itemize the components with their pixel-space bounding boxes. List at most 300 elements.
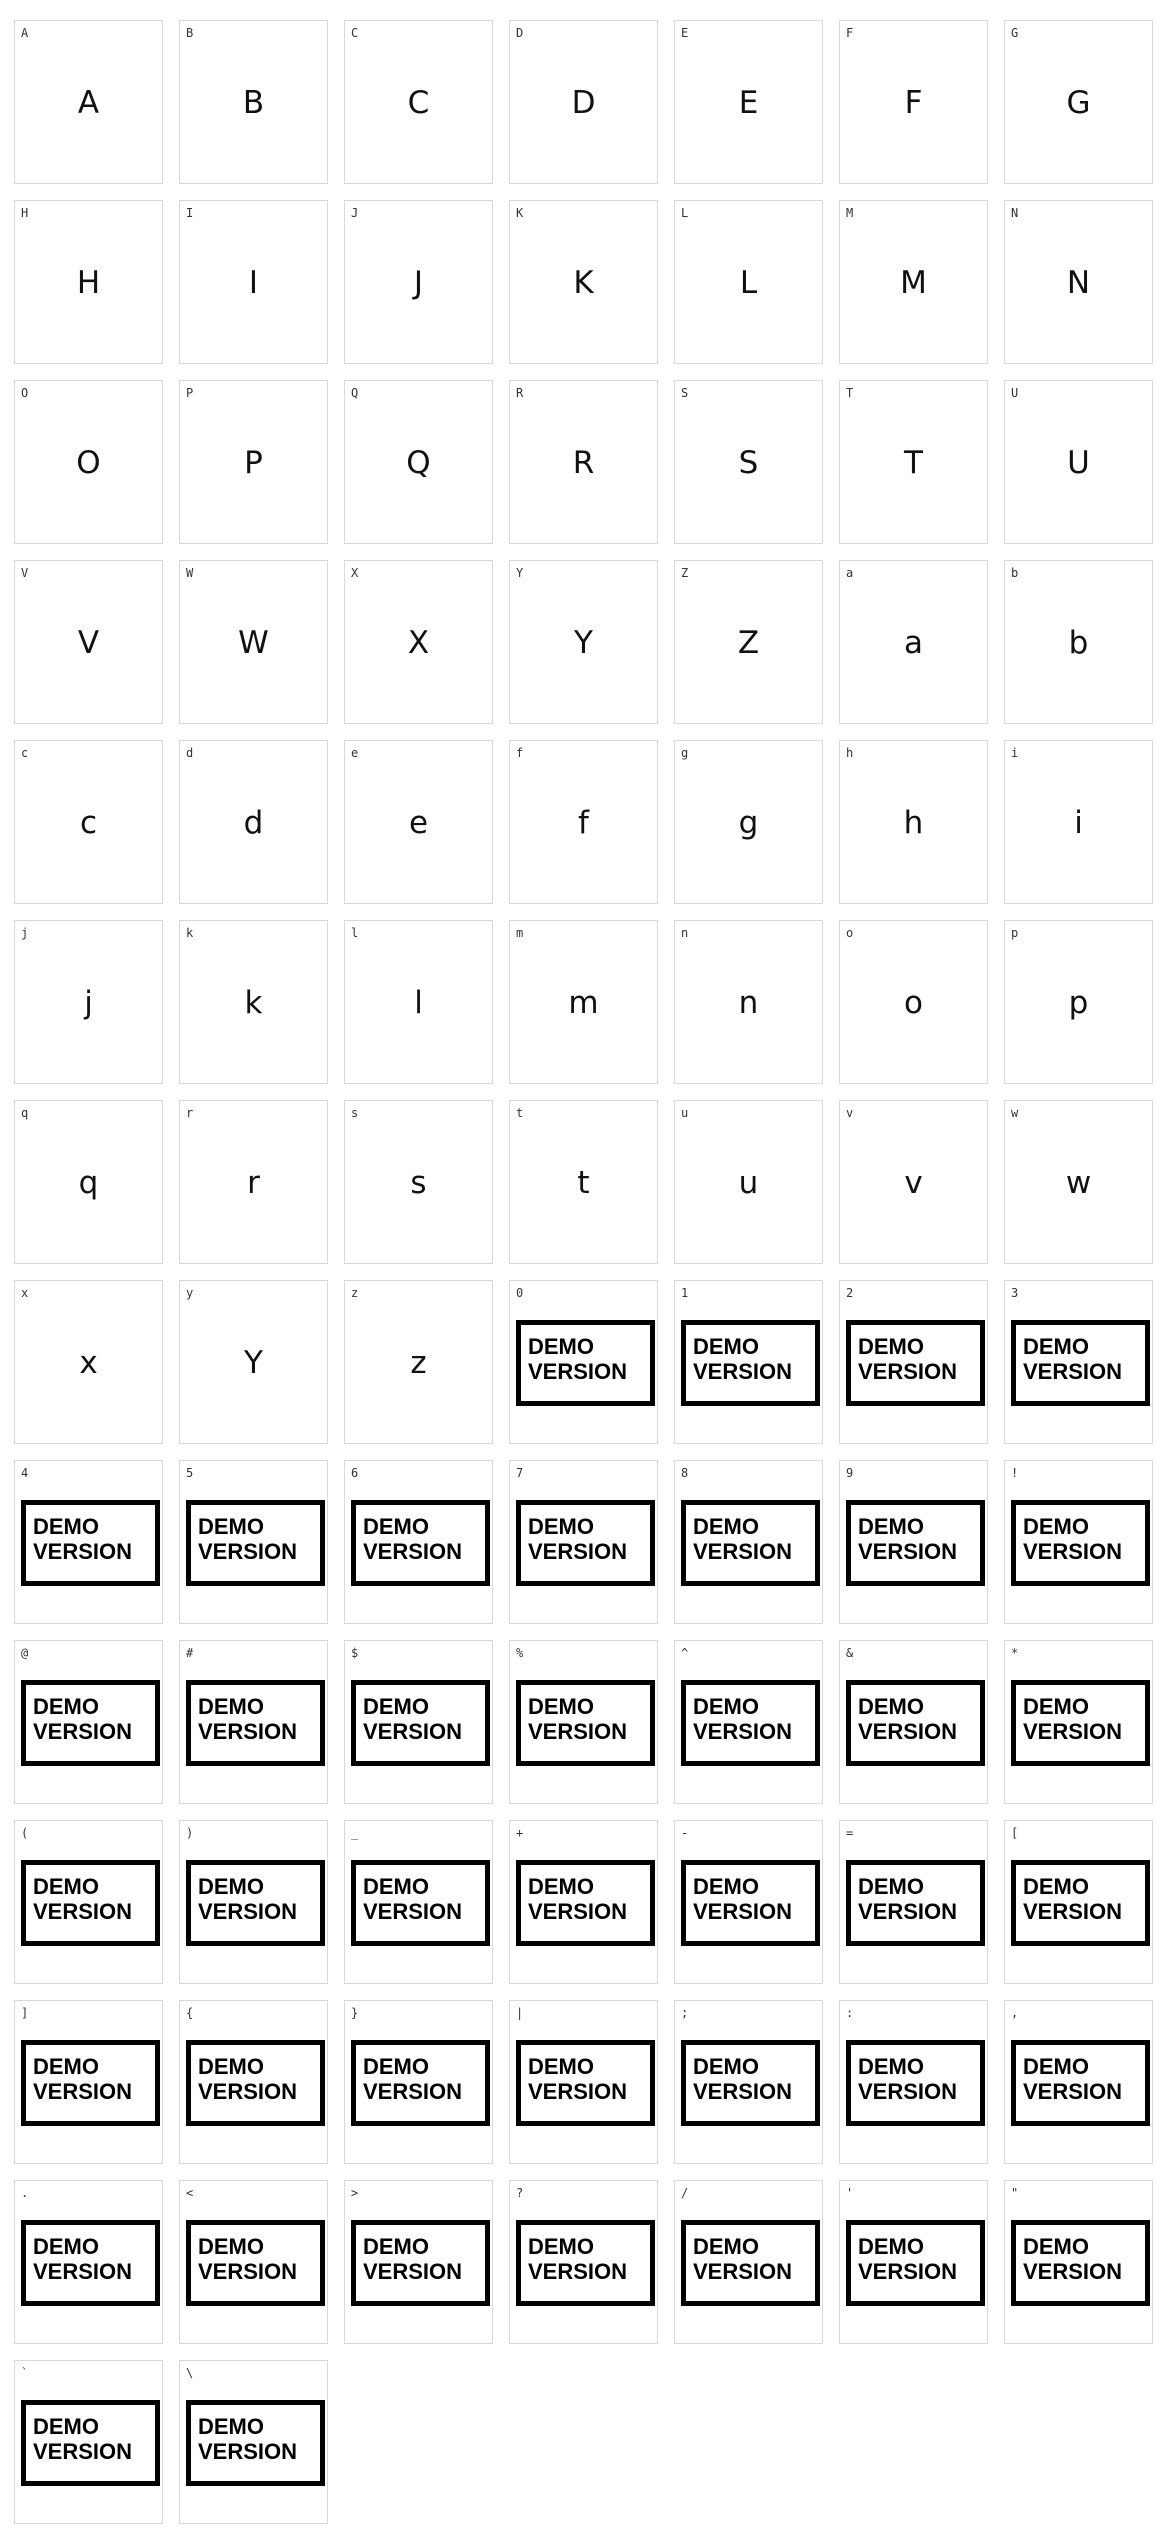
glyph-key-label: , <box>1011 2006 1019 2020</box>
glyph-key-label: * <box>1011 1646 1019 1660</box>
version-line: VERSION <box>198 1719 298 1744</box>
demo-version-box <box>516 1860 655 1946</box>
demo-version-box <box>186 2400 325 2486</box>
glyph-cell <box>14 380 163 544</box>
glyph-key-label: X <box>351 566 359 580</box>
demo-line: DEMO <box>33 1694 99 1719</box>
version-line: VERSION <box>198 2439 298 2464</box>
glyph-cell <box>179 920 328 1084</box>
glyph-preview: S <box>738 445 759 481</box>
demo-line: DEMO <box>198 2054 264 2079</box>
demo-version-box <box>351 1500 490 1586</box>
glyph-key-label: _ <box>351 1826 359 1840</box>
demo-version-box <box>21 2040 160 2126</box>
glyph-cell <box>14 1820 163 1984</box>
glyph-cell <box>509 380 658 544</box>
demo-line: DEMO <box>693 1874 759 1899</box>
glyph-cell <box>1004 1820 1153 1984</box>
demo-line: DEMO <box>1023 1514 1089 1539</box>
demo-version-box <box>1011 1680 1150 1766</box>
glyph-cell <box>839 740 988 904</box>
glyph-cell <box>1004 2180 1153 2344</box>
glyph-cell <box>344 740 493 904</box>
glyph-cell <box>839 1820 988 1984</box>
glyph-cell <box>509 560 658 724</box>
glyph-preview: M <box>900 265 927 301</box>
glyph-key-label: } <box>351 2006 359 2020</box>
glyph-key-label: x <box>21 1286 29 1300</box>
version-line: VERSION <box>363 1539 463 1564</box>
glyph-key-label: 4 <box>21 1466 29 1480</box>
glyph-cell <box>344 920 493 1084</box>
glyph-preview: z <box>410 1345 427 1381</box>
glyph-key-label: ^ <box>681 1646 689 1660</box>
demo-version-box <box>351 1860 490 1946</box>
glyph-cell <box>179 560 328 724</box>
glyph-key-label: 3 <box>1011 1286 1019 1300</box>
version-line: VERSION <box>1023 1719 1123 1744</box>
glyph-cell <box>509 740 658 904</box>
glyph-key-label: Y <box>516 566 524 580</box>
demo-line: DEMO <box>198 2414 264 2439</box>
glyph-preview: I <box>248 265 259 301</box>
demo-version-box <box>1011 2220 1150 2306</box>
glyph-cell <box>674 1820 823 1984</box>
glyph-cell <box>14 1100 163 1264</box>
glyph-key-label: / <box>681 2186 689 2200</box>
glyph-key-label: : <box>846 2006 854 2020</box>
glyph-cell <box>344 1640 493 1804</box>
demo-version-box <box>1011 1860 1150 1946</box>
glyph-cell <box>14 560 163 724</box>
glyph-cell <box>1004 1460 1153 1624</box>
demo-line: DEMO <box>693 2054 759 2079</box>
glyph-cell <box>1004 1280 1153 1444</box>
glyph-cell <box>1004 20 1153 184</box>
glyph-key-label: s <box>351 1106 359 1120</box>
glyph-preview: k <box>244 985 263 1021</box>
glyph-preview: q <box>78 1165 99 1201</box>
version-line: VERSION <box>33 2079 133 2104</box>
glyph-cell <box>1004 1100 1153 1264</box>
version-line: VERSION <box>858 2079 958 2104</box>
glyph-key-label: q <box>21 1106 29 1120</box>
demo-version-box <box>846 1860 985 1946</box>
version-line: VERSION <box>33 1539 133 1564</box>
glyph-preview: a <box>904 625 923 661</box>
glyph-cell <box>179 380 328 544</box>
version-line: VERSION <box>198 1899 298 1924</box>
glyph-preview: E <box>738 85 759 121</box>
glyph-cell <box>179 1640 328 1804</box>
glyph-cell <box>14 1640 163 1804</box>
glyph-key-label: f <box>516 746 524 760</box>
version-line: VERSION <box>693 1719 793 1744</box>
glyph-key-label: h <box>846 746 854 760</box>
version-line: VERSION <box>528 1899 628 1924</box>
glyph-preview: K <box>573 265 594 301</box>
demo-line: DEMO <box>1023 2234 1089 2259</box>
glyph-key-label: U <box>1011 386 1019 400</box>
glyph-key-label: t <box>516 1106 524 1120</box>
glyph-preview: l <box>414 985 423 1021</box>
glyph-key-label: ` <box>21 2366 29 2380</box>
glyph-key-label: 6 <box>351 1466 359 1480</box>
glyph-preview: w <box>1065 1165 1092 1201</box>
glyph-key-label: J <box>351 206 359 220</box>
demo-line: DEMO <box>198 1874 264 1899</box>
glyph-key-label: g <box>681 746 689 760</box>
glyph-cell <box>509 1460 658 1624</box>
glyph-key-label: 2 <box>846 1286 854 1300</box>
glyph-key-label: r <box>186 1106 194 1120</box>
demo-line: DEMO <box>528 1334 594 1359</box>
version-line: VERSION <box>858 1359 958 1384</box>
glyph-cell <box>674 1460 823 1624</box>
demo-line: DEMO <box>363 1514 429 1539</box>
glyph-key-label: c <box>21 746 29 760</box>
demo-version-box <box>681 1860 820 1946</box>
demo-line: DEMO <box>363 2054 429 2079</box>
glyph-cell <box>674 740 823 904</box>
demo-line: DEMO <box>198 1514 264 1539</box>
glyph-cell <box>1004 2000 1153 2164</box>
version-line: VERSION <box>858 1539 958 1564</box>
version-line: VERSION <box>363 2259 463 2284</box>
glyph-key-label: E <box>681 26 689 40</box>
glyph-key-label: m <box>516 926 524 940</box>
glyph-cell <box>344 560 493 724</box>
glyph-key-label: b <box>1011 566 1019 580</box>
glyph-key-label: 0 <box>516 1286 524 1300</box>
glyph-key-label: \ <box>186 2366 194 2380</box>
version-line: VERSION <box>528 1719 628 1744</box>
demo-version-box <box>846 1680 985 1766</box>
version-line: VERSION <box>363 2079 463 2104</box>
demo-version-box <box>681 1680 820 1766</box>
demo-line: DEMO <box>858 1874 924 1899</box>
glyph-key-label: V <box>21 566 29 580</box>
glyph-preview: O <box>76 445 101 481</box>
glyph-cell <box>179 1820 328 1984</box>
glyph-cell <box>14 200 163 364</box>
demo-line: DEMO <box>528 2234 594 2259</box>
glyph-preview: e <box>408 805 429 841</box>
demo-line: DEMO <box>858 1514 924 1539</box>
glyph-preview: T <box>904 445 923 481</box>
demo-version-box <box>846 1320 985 1406</box>
demo-line: DEMO <box>1023 1874 1089 1899</box>
glyph-key-label: G <box>1011 26 1019 40</box>
demo-line: DEMO <box>1023 1334 1089 1359</box>
glyph-cell <box>674 380 823 544</box>
glyph-key-label: " <box>1011 2186 1019 2200</box>
glyph-key-label: N <box>1011 206 1019 220</box>
demo-line: DEMO <box>528 1694 594 1719</box>
demo-version-box <box>846 2040 985 2126</box>
glyph-key-label: a <box>846 566 854 580</box>
glyph-cell <box>509 1100 658 1264</box>
version-line: VERSION <box>33 1719 133 1744</box>
demo-version-box <box>21 2220 160 2306</box>
glyph-cell <box>14 920 163 1084</box>
glyph-preview: D <box>571 85 596 121</box>
glyph-key-label: e <box>351 746 359 760</box>
demo-version-box <box>21 2400 160 2486</box>
demo-version-box <box>351 1680 490 1766</box>
glyph-cell <box>344 2000 493 2164</box>
glyph-key-label: + <box>516 1826 524 1840</box>
demo-line: DEMO <box>33 2054 99 2079</box>
demo-line: DEMO <box>528 1874 594 1899</box>
glyph-cell <box>509 1820 658 1984</box>
glyph-key-label: - <box>681 1826 689 1840</box>
glyph-cell <box>14 740 163 904</box>
glyph-cell <box>674 20 823 184</box>
glyph-preview: i <box>1074 805 1083 841</box>
glyph-key-label: H <box>21 206 29 220</box>
glyph-preview: C <box>407 85 430 121</box>
glyph-key-label: j <box>21 926 29 940</box>
glyph-cell <box>179 1460 328 1624</box>
demo-line: DEMO <box>693 1694 759 1719</box>
glyph-preview: N <box>1066 265 1091 301</box>
demo-line: DEMO <box>858 2234 924 2259</box>
version-line: VERSION <box>33 2439 133 2464</box>
glyph-preview: n <box>738 985 759 1021</box>
glyph-preview: d <box>243 805 264 841</box>
glyph-cell <box>344 1100 493 1264</box>
demo-version-box <box>1011 1320 1150 1406</box>
demo-line: DEMO <box>693 1334 759 1359</box>
glyph-key-label: ! <box>1011 1466 1019 1480</box>
demo-version-box <box>681 1500 820 1586</box>
glyph-cell <box>1004 920 1153 1084</box>
demo-line: DEMO <box>33 1874 99 1899</box>
glyph-preview: t <box>577 1165 590 1201</box>
version-line: VERSION <box>528 1539 628 1564</box>
glyph-cell <box>839 20 988 184</box>
version-line: VERSION <box>33 2259 133 2284</box>
glyph-key-label: p <box>1011 926 1019 940</box>
glyph-cell <box>674 560 823 724</box>
demo-version-box <box>21 1500 160 1586</box>
glyph-cell <box>674 200 823 364</box>
glyph-cell <box>14 2180 163 2344</box>
demo-line: DEMO <box>693 2234 759 2259</box>
glyph-cell <box>344 1280 493 1444</box>
demo-line: DEMO <box>198 2234 264 2259</box>
glyph-cell <box>674 1100 823 1264</box>
glyph-key-label: M <box>846 206 854 220</box>
glyph-key-label: n <box>681 926 689 940</box>
glyph-key-label: Z <box>681 566 689 580</box>
demo-version-box <box>516 1500 655 1586</box>
demo-line: DEMO <box>33 2414 99 2439</box>
demo-line: DEMO <box>363 1694 429 1719</box>
glyph-preview: P <box>244 445 263 481</box>
glyph-key-label: O <box>21 386 29 400</box>
glyph-preview: F <box>904 85 923 121</box>
demo-line: DEMO <box>528 2054 594 2079</box>
version-line: VERSION <box>198 1539 298 1564</box>
glyph-key-label: [ <box>1011 1826 1019 1840</box>
demo-version-box <box>186 1680 325 1766</box>
glyph-key-label: z <box>351 1286 359 1300</box>
glyph-cell <box>839 1640 988 1804</box>
glyph-cell <box>839 2000 988 2164</box>
glyph-preview: v <box>904 1165 923 1201</box>
glyph-preview: Z <box>737 625 760 661</box>
glyph-key-label: % <box>516 1646 524 1660</box>
glyph-preview: B <box>242 85 265 121</box>
glyph-cell <box>344 20 493 184</box>
demo-version-box <box>516 2040 655 2126</box>
glyph-preview: c <box>79 805 98 841</box>
glyph-preview: s <box>410 1165 427 1201</box>
glyph-cell <box>14 1280 163 1444</box>
glyph-key-label: I <box>186 206 194 220</box>
glyph-preview: f <box>578 805 589 841</box>
glyph-cell <box>509 2180 658 2344</box>
glyph-preview: p <box>1068 985 1089 1021</box>
glyph-cell <box>674 920 823 1084</box>
glyph-key-label: u <box>681 1106 689 1120</box>
glyph-cell <box>179 20 328 184</box>
glyph-preview: m <box>568 985 599 1021</box>
glyph-cell <box>509 1640 658 1804</box>
glyph-preview: G <box>1066 85 1091 121</box>
glyph-key-label: A <box>21 26 29 40</box>
glyph-cell <box>839 200 988 364</box>
demo-version-box <box>21 1860 160 1946</box>
version-line: VERSION <box>693 1899 793 1924</box>
glyph-preview: o <box>904 985 923 1021</box>
demo-line: DEMO <box>1023 1694 1089 1719</box>
demo-version-box <box>21 1680 160 1766</box>
glyph-cell <box>179 740 328 904</box>
glyph-cell <box>509 920 658 1084</box>
glyph-preview: h <box>903 805 924 841</box>
version-line: VERSION <box>858 1719 958 1744</box>
glyph-cell <box>674 2180 823 2344</box>
glyph-preview: W <box>238 625 269 661</box>
glyph-key-label: ; <box>681 2006 689 2020</box>
version-line: VERSION <box>693 1539 793 1564</box>
glyph-preview: R <box>572 445 595 481</box>
glyph-cell <box>344 2180 493 2344</box>
demo-line: DEMO <box>858 2054 924 2079</box>
glyph-key-label: = <box>846 1826 854 1840</box>
glyph-key-label: S <box>681 386 689 400</box>
glyph-preview: u <box>738 1165 759 1201</box>
version-line: VERSION <box>1023 1899 1123 1924</box>
glyph-key-label: $ <box>351 1646 359 1660</box>
glyph-key-label: 9 <box>846 1466 854 1480</box>
glyph-cell <box>839 2180 988 2344</box>
glyph-cell <box>839 1460 988 1624</box>
demo-version-box <box>681 1320 820 1406</box>
demo-line: DEMO <box>198 1694 264 1719</box>
glyph-cell <box>839 560 988 724</box>
glyph-cell <box>14 2000 163 2164</box>
demo-version-box <box>681 2040 820 2126</box>
glyph-cell <box>1004 560 1153 724</box>
glyph-key-label: v <box>846 1106 854 1120</box>
glyph-cell <box>1004 200 1153 364</box>
glyph-cell <box>344 380 493 544</box>
glyph-cell <box>179 1280 328 1444</box>
glyph-key-label: { <box>186 2006 194 2020</box>
glyph-cell <box>14 2360 163 2524</box>
glyph-cell <box>839 1100 988 1264</box>
version-line: VERSION <box>693 2079 793 2104</box>
version-line: VERSION <box>363 1899 463 1924</box>
glyph-key-label: W <box>186 566 194 580</box>
glyph-cell <box>179 2360 328 2524</box>
glyph-cell <box>509 200 658 364</box>
version-line: VERSION <box>693 1359 793 1384</box>
glyph-preview: X <box>407 625 430 661</box>
glyph-key-label: C <box>351 26 359 40</box>
glyph-key-label: ] <box>21 2006 29 2020</box>
glyph-key-label: R <box>516 386 524 400</box>
glyph-key-label: B <box>186 26 194 40</box>
demo-version-box <box>516 2220 655 2306</box>
glyph-preview: x <box>79 1345 98 1381</box>
demo-version-box <box>186 2220 325 2306</box>
glyph-key-label: # <box>186 1646 194 1660</box>
glyph-key-label: & <box>846 1646 854 1660</box>
version-line: VERSION <box>363 1719 463 1744</box>
demo-line: DEMO <box>858 1694 924 1719</box>
glyph-preview: J <box>413 265 424 301</box>
glyph-key-label: 5 <box>186 1466 194 1480</box>
demo-line: DEMO <box>858 1334 924 1359</box>
glyph-cell <box>839 380 988 544</box>
glyph-preview: Q <box>406 445 431 481</box>
demo-line: DEMO <box>1023 2054 1089 2079</box>
glyph-cell <box>179 200 328 364</box>
glyph-preview: V <box>77 625 100 661</box>
glyph-key-label: P <box>186 386 194 400</box>
glyph-key-label: > <box>351 2186 359 2200</box>
demo-line: DEMO <box>33 2234 99 2259</box>
glyph-cell <box>179 2180 328 2344</box>
glyph-key-label: ' <box>846 2186 854 2200</box>
demo-version-box <box>186 1500 325 1586</box>
demo-version-box <box>1011 2040 1150 2126</box>
glyph-cell <box>1004 1640 1153 1804</box>
glyph-key-label: T <box>846 386 854 400</box>
demo-version-box <box>186 2040 325 2126</box>
glyph-key-label: @ <box>21 1646 29 1660</box>
glyph-cell <box>179 1100 328 1264</box>
version-line: VERSION <box>1023 2259 1123 2284</box>
version-line: VERSION <box>528 2079 628 2104</box>
glyph-cell <box>344 200 493 364</box>
glyph-cell <box>509 1280 658 1444</box>
glyph-key-label: 1 <box>681 1286 689 1300</box>
version-line: VERSION <box>33 1899 133 1924</box>
demo-version-box <box>846 1500 985 1586</box>
version-line: VERSION <box>528 1359 628 1384</box>
version-line: VERSION <box>198 2259 298 2284</box>
glyph-key-label: 8 <box>681 1466 689 1480</box>
glyph-cell <box>1004 740 1153 904</box>
demo-version-box <box>351 2040 490 2126</box>
demo-line: DEMO <box>33 1514 99 1539</box>
